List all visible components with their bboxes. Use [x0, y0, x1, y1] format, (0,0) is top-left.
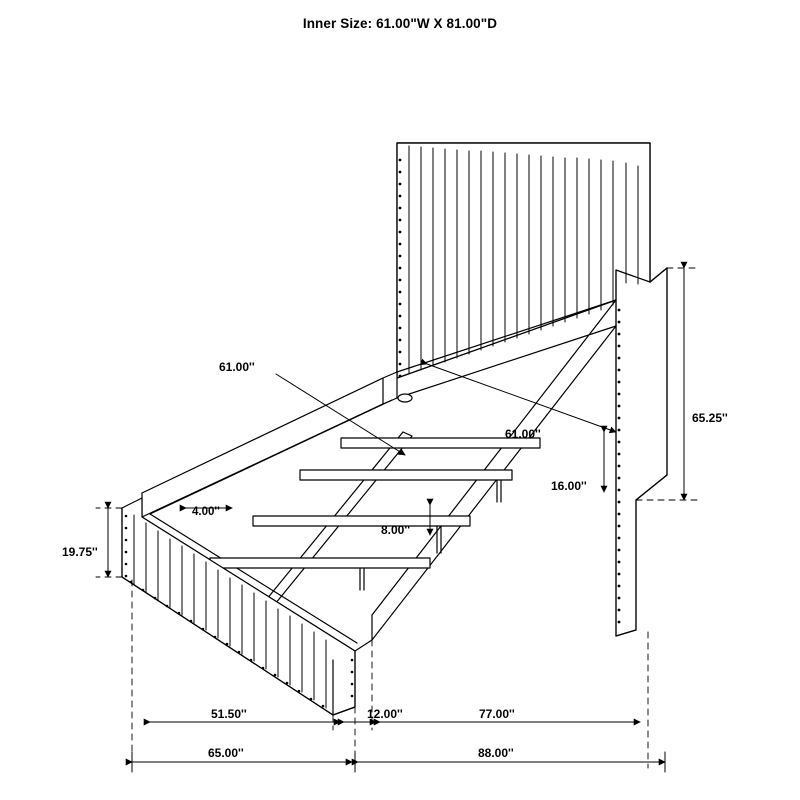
label-overall-length: 88.00'': [478, 746, 514, 760]
label-footboard-width: 51.50'': [211, 707, 247, 721]
label-side-rail-length: 77.00'': [479, 707, 515, 721]
label-mattress-width-leader: 61.00'': [219, 360, 255, 374]
label-slat-height: 8.00'': [381, 523, 411, 537]
label-overall-width: 65.00'': [208, 746, 244, 760]
label-headboard-height: 65.25'': [692, 411, 728, 425]
label-rail-thickness: 4.00'': [192, 506, 220, 518]
label-slat-clearance: 16.00'': [551, 479, 587, 493]
label-footboard-depth: 12.00'': [367, 707, 403, 721]
page-title: Inner Size: 61.00"W X 81.00"D: [302, 16, 498, 31]
label-footboard-height: 19.75'': [62, 545, 98, 559]
label-inner-width: 61.00'': [505, 427, 541, 441]
footboard-panel: [122, 498, 355, 715]
